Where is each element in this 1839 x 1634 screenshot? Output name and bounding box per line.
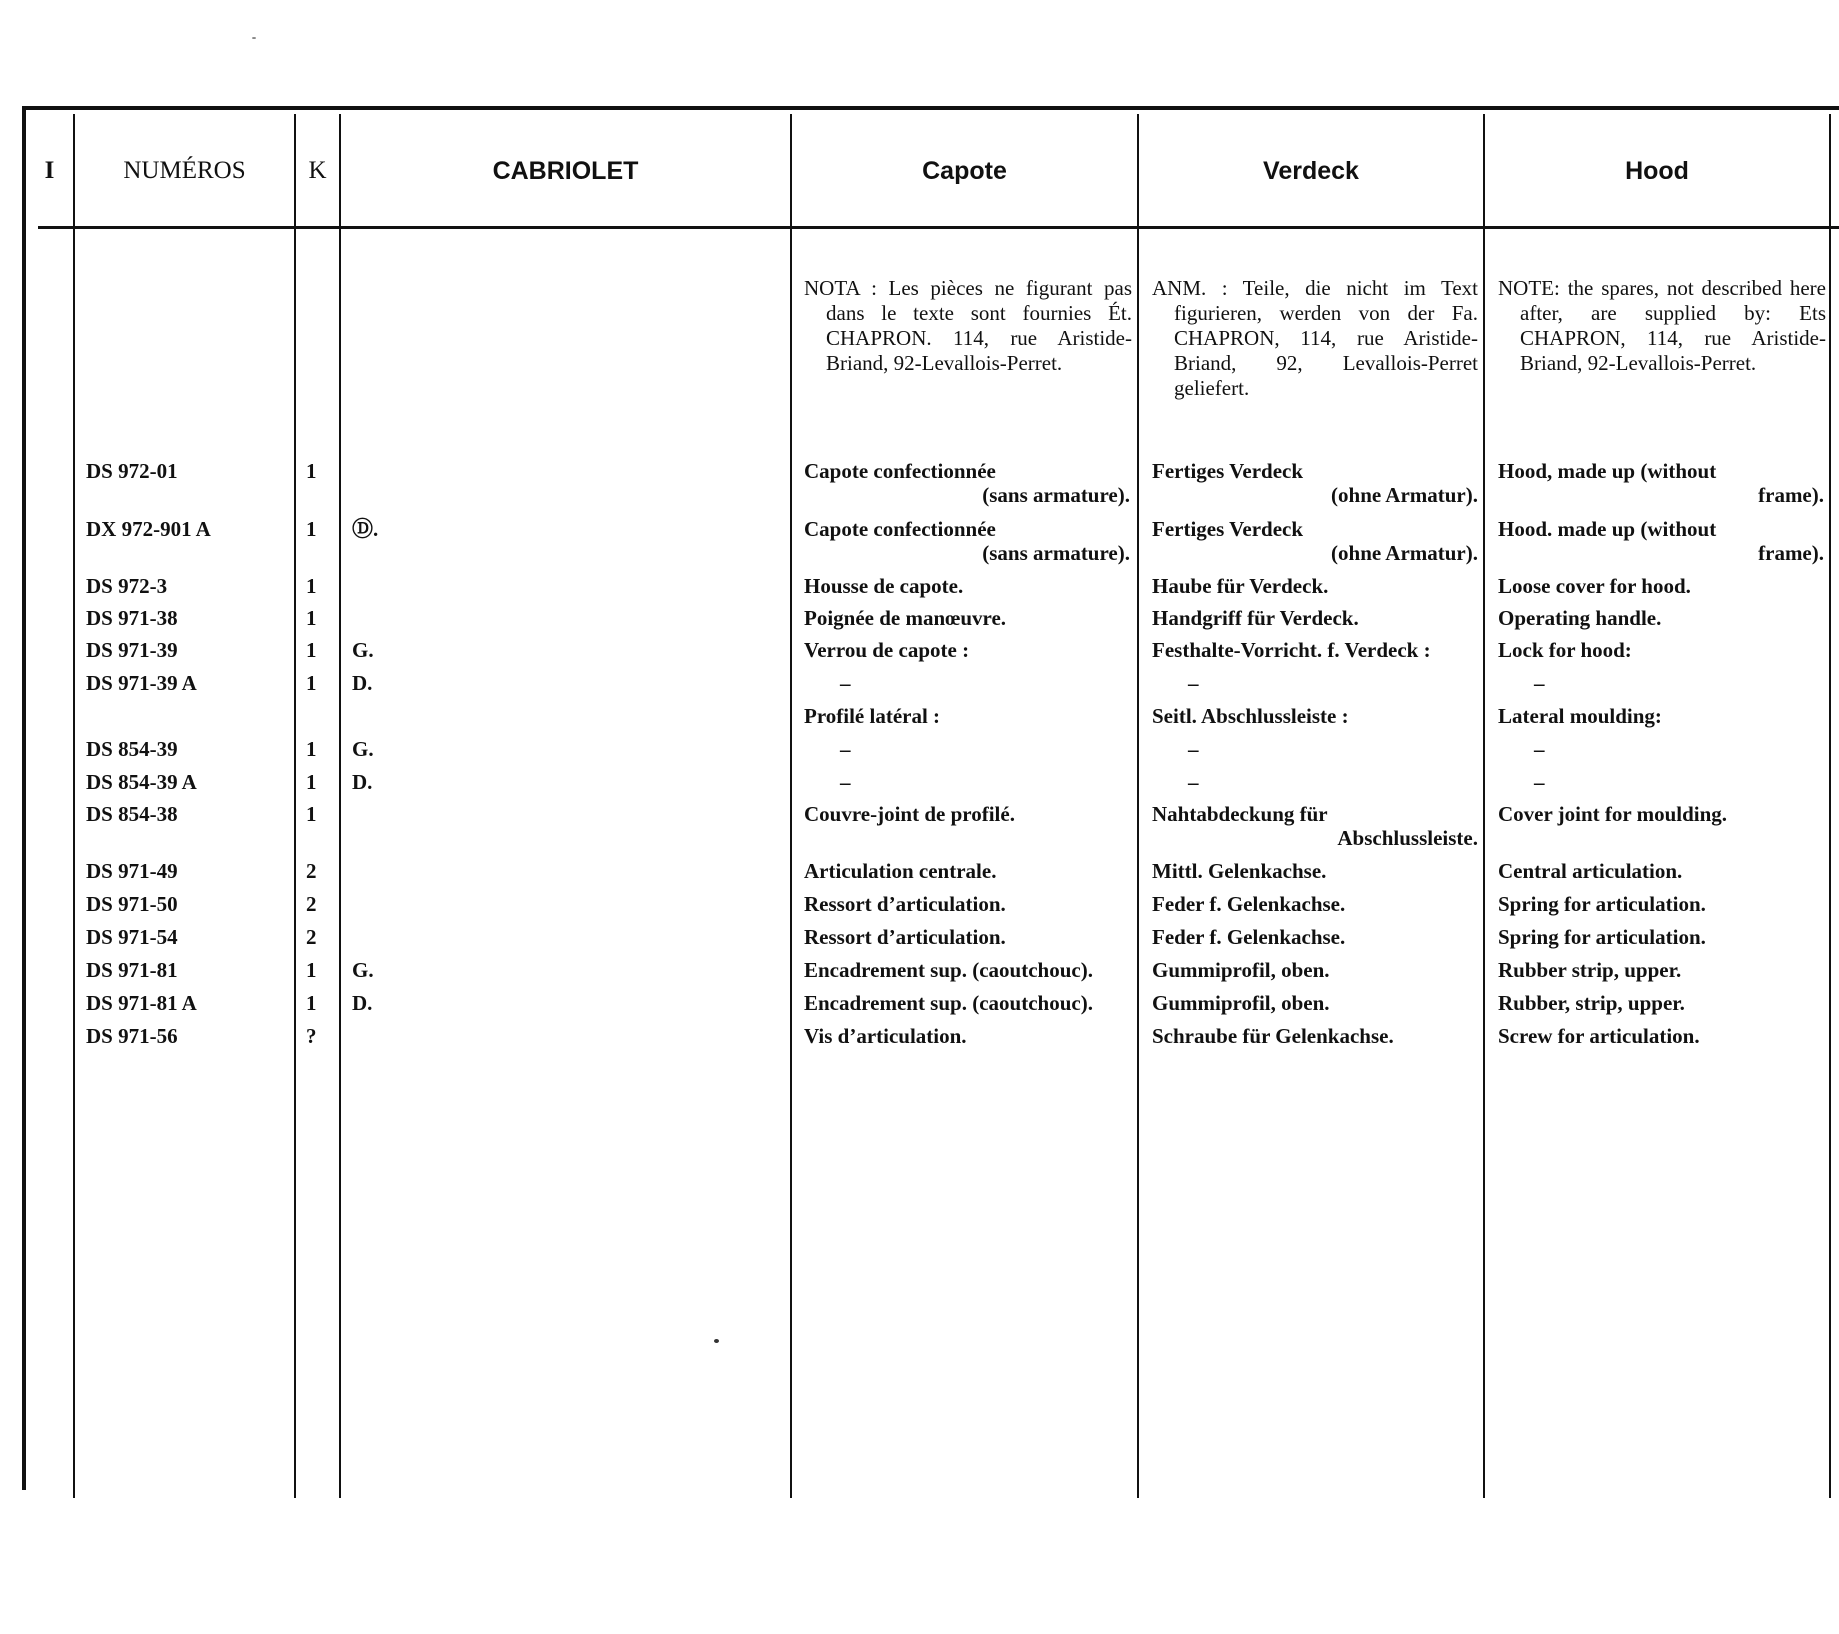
quantity — [306, 574, 336, 598]
description-de — [1152, 671, 1478, 695]
left-border — [22, 106, 26, 1490]
description-de — [1152, 859, 1478, 883]
side-flag-text: G. — [352, 958, 374, 982]
quantity — [306, 859, 336, 883]
header-hood: Hood — [1625, 156, 1689, 185]
part-number-text: DS 971-81 — [86, 958, 178, 982]
description-en-continuation: frame). — [1758, 541, 1824, 565]
side-flag-text: G. — [352, 638, 374, 662]
side-flag — [352, 671, 432, 695]
description-fr — [804, 859, 1130, 883]
quantity — [306, 991, 336, 1015]
description-fr — [804, 459, 1130, 507]
description-fr-text: Couvre-joint de profilé. — [804, 802, 1015, 826]
description-de-text: Handgriff für Verdeck. — [1152, 606, 1359, 630]
scan-speck — [714, 1339, 719, 1343]
part-number-text: DS 971-39 — [86, 638, 178, 662]
description-en — [1498, 958, 1824, 982]
part-number — [86, 892, 296, 916]
description-de-continuation: (ohne Armatur). — [1331, 541, 1478, 565]
description-en-text: Loose cover for hood. — [1498, 574, 1691, 598]
description-en — [1498, 671, 1824, 695]
quantity — [306, 459, 336, 483]
part-number — [86, 802, 296, 826]
description-de — [1152, 638, 1478, 662]
description-de — [1152, 925, 1478, 949]
part-number — [86, 638, 296, 662]
col-divider-de — [1483, 114, 1485, 1498]
description-fr-text: Verrou de capote : — [804, 638, 970, 662]
part-number — [86, 517, 296, 541]
quantity — [306, 958, 336, 982]
description-en — [1498, 638, 1824, 662]
top-rule — [22, 106, 1839, 110]
description-fr — [804, 925, 1130, 949]
side-flag — [352, 958, 432, 982]
description-de-text: Gummiprofil, oben. — [1152, 991, 1330, 1015]
description-de-continuation: Abschlussleiste. — [1337, 826, 1478, 850]
description-fr-continuation: (sans armature). — [982, 541, 1130, 565]
side-flag — [352, 737, 432, 761]
description-en — [1498, 991, 1824, 1015]
quantity — [306, 606, 336, 630]
description-de — [1152, 704, 1478, 728]
header-numeros: NUMÉROS — [123, 157, 246, 184]
description-de — [1152, 737, 1478, 761]
part-number — [86, 958, 296, 982]
description-fr — [804, 958, 1130, 982]
description-en-text: Screw for articulation. — [1498, 1024, 1700, 1048]
part-number — [86, 737, 296, 761]
quantity-text: 1 — [306, 574, 317, 598]
description-de — [1152, 958, 1478, 982]
description-en — [1498, 802, 1824, 826]
part-number-text: DS 971-38 — [86, 606, 178, 630]
description-fr-text: – — [840, 737, 851, 761]
part-number — [86, 991, 296, 1015]
description-fr-text: Housse de capote. — [804, 574, 964, 598]
quantity — [306, 925, 336, 949]
side-flag-text: D. — [352, 770, 373, 794]
part-number-text: DS 854-39 — [86, 737, 178, 761]
quantity — [306, 638, 336, 662]
side-flag — [352, 638, 432, 662]
description-de-continuation: (ohne Armatur). — [1331, 483, 1478, 507]
description-en — [1498, 1024, 1824, 1048]
part-number — [86, 859, 296, 883]
description-de-text: Feder f. Gelenkachse. — [1152, 892, 1346, 916]
quantity — [306, 671, 336, 695]
part-number-text: DS 854-38 — [86, 802, 178, 826]
header-k: K — [308, 157, 327, 184]
part-number-text: DS 854-39 A — [86, 770, 197, 794]
description-fr — [804, 517, 1130, 565]
description-de-text: Festhalte-Vorricht. f. Verdeck : — [1152, 638, 1431, 662]
part-number-text: DS 972-3 — [86, 574, 168, 598]
quantity — [306, 517, 336, 541]
header-verdeck: Verdeck — [1263, 156, 1359, 185]
scan-speck — [252, 37, 256, 39]
quantity — [306, 802, 336, 826]
side-flag — [352, 991, 432, 1015]
description-de — [1152, 517, 1478, 565]
header-index: I — [44, 157, 55, 184]
description-en — [1498, 859, 1824, 883]
note-fr: NOTA : Les pièces ne figurant pas dans le texte sont fournies Ét. CHAPRON. 114, rue Aristide-Briand, 92-Levallois-Perret. — [804, 276, 1132, 375]
description-en-text: Hood. made up (without — [1498, 517, 1717, 541]
part-number — [86, 606, 296, 630]
description-de — [1152, 770, 1478, 794]
col-divider-cabriolet — [790, 114, 792, 1498]
part-number — [86, 770, 296, 794]
note-en: NOTE: the spares, not described here after, are supplied by: Ets CHAPRON, 114, rue Aristide-Briand, 92-Levallois-Perret. — [1498, 276, 1826, 375]
description-fr — [804, 638, 1130, 662]
description-de-text: Haube für Verdeck. — [1152, 574, 1329, 598]
note-de: ANM. : Teile, die nicht im Text figurieren, werden von der Fa. CHAPRON, 114, rue Aristide-Briand, 92, Levallois-Perret geliefert. — [1152, 276, 1478, 400]
description-fr — [804, 991, 1130, 1015]
quantity-text: 1 — [306, 770, 317, 794]
side-flag-text: G. — [352, 737, 374, 761]
part-number-text: DS 971-49 — [86, 859, 178, 883]
description-de — [1152, 892, 1478, 916]
description-en-text: Rubber strip, upper. — [1498, 958, 1682, 982]
description-en — [1498, 737, 1824, 761]
description-fr — [804, 802, 1130, 826]
description-fr — [804, 671, 1130, 695]
description-fr-text: Capote confectionnée — [804, 517, 996, 541]
description-fr — [804, 1024, 1130, 1048]
description-en — [1498, 704, 1824, 728]
part-number-text: DS 971-81 A — [86, 991, 197, 1015]
description-fr-text: Profilé latéral : — [804, 704, 941, 728]
description-en-text: Rubber, strip, upper. — [1498, 991, 1685, 1015]
part-number-text: DS 971-50 — [86, 892, 178, 916]
description-en-text: Hood, made up (without — [1498, 459, 1717, 483]
side-flag — [352, 517, 432, 541]
description-de-text: Fertiges Verdeck — [1152, 517, 1304, 541]
description-fr-text: – — [840, 770, 851, 794]
description-fr — [804, 606, 1130, 630]
part-number — [86, 1024, 296, 1048]
description-de-text: Schraube für Gelenkachse. — [1152, 1024, 1394, 1048]
col-divider-en — [1829, 114, 1831, 1498]
description-en-text: Lateral moulding: — [1498, 704, 1662, 728]
description-en — [1498, 925, 1824, 949]
description-fr-text: Ressort d’articulation. — [804, 892, 1006, 916]
description-en — [1498, 459, 1824, 507]
part-number-text: DS 972-01 — [86, 459, 178, 483]
description-de-text: Gummiprofil, oben. — [1152, 958, 1330, 982]
description-fr-text: Articulation centrale. — [804, 859, 997, 883]
description-fr-text: – — [840, 671, 851, 695]
quantity-text: 1 — [306, 991, 317, 1015]
description-en-text: – — [1534, 770, 1545, 794]
quantity-text: 1 — [306, 671, 317, 695]
description-fr-text: Poignée de manœuvre. — [804, 606, 1007, 630]
description-en — [1498, 606, 1824, 630]
description-en-text: Cover joint for moulding. — [1498, 802, 1728, 826]
description-de-text: Fertiges Verdeck — [1152, 459, 1304, 483]
description-de-text: Feder f. Gelenkachse. — [1152, 925, 1346, 949]
description-de — [1152, 1024, 1478, 1048]
part-number-text: DS 971-39 A — [86, 671, 197, 695]
description-fr — [804, 704, 1130, 728]
part-number — [86, 459, 296, 483]
quantity — [306, 770, 336, 794]
side-flag-text: D. — [352, 991, 373, 1015]
description-fr-text: Encadrement sup. (caoutchouc). — [804, 958, 1093, 982]
quantity-text: 1 — [306, 638, 317, 662]
part-number-text: DS 971-56 — [86, 1024, 178, 1048]
description-de — [1152, 459, 1478, 507]
part-number — [86, 574, 296, 598]
description-en-text: Spring for articulation. — [1498, 925, 1706, 949]
quantity-text: ? — [306, 1024, 317, 1048]
description-fr-text: Capote confectionnée — [804, 459, 996, 483]
description-de-text: – — [1188, 737, 1199, 761]
description-de-text: – — [1188, 770, 1199, 794]
quantity-text: 1 — [306, 737, 317, 761]
quantity — [306, 737, 336, 761]
side-flag — [352, 770, 432, 794]
description-fr-text: Ressort d’articulation. — [804, 925, 1006, 949]
side-flag-text: D. — [352, 671, 373, 695]
quantity-text: 2 — [306, 859, 317, 883]
part-number — [86, 925, 296, 949]
description-de-text: Seitl. Abschlussleiste : — [1152, 704, 1349, 728]
description-de-text: Nahtabdeckung für — [1152, 802, 1328, 826]
quantity-text: 1 — [306, 606, 317, 630]
description-fr — [804, 770, 1130, 794]
description-de — [1152, 991, 1478, 1015]
quantity-text: 1 — [306, 459, 317, 483]
quantity — [306, 892, 336, 916]
header-capote: Capote — [922, 156, 1007, 185]
description-en-text: – — [1534, 737, 1545, 761]
description-en — [1498, 770, 1824, 794]
description-de-text: Mittl. Gelenkachse. — [1152, 859, 1327, 883]
description-fr-text: Vis d’articulation. — [804, 1024, 967, 1048]
side-flag-text: Ⓓ. — [352, 517, 379, 541]
description-en-text: Spring for articulation. — [1498, 892, 1706, 916]
description-de — [1152, 574, 1478, 598]
col-divider-index — [73, 114, 75, 1498]
col-divider-k — [339, 114, 341, 1498]
description-fr — [804, 574, 1130, 598]
description-en — [1498, 574, 1824, 598]
col-divider-fr — [1137, 114, 1139, 1498]
quantity — [306, 1024, 336, 1048]
description-en — [1498, 892, 1824, 916]
quantity-text: 1 — [306, 517, 317, 541]
description-en-text: Central articulation. — [1498, 859, 1683, 883]
description-en-text: Lock for hood: — [1498, 638, 1632, 662]
description-de-text: – — [1188, 671, 1199, 695]
quantity-text: 2 — [306, 892, 317, 916]
description-de — [1152, 606, 1478, 630]
description-fr — [804, 892, 1130, 916]
quantity-text: 2 — [306, 925, 317, 949]
part-number-text: DX 972-901 A — [86, 517, 211, 541]
description-fr-continuation: (sans armature). — [982, 483, 1130, 507]
description-en-continuation: frame). — [1758, 483, 1824, 507]
part-number-text: DS 971-54 — [86, 925, 178, 949]
description-en — [1498, 517, 1824, 565]
description-fr — [804, 737, 1130, 761]
header-cabriolet: CABRIOLET — [492, 156, 639, 185]
quantity-text: 1 — [306, 958, 317, 982]
quantity-text: 1 — [306, 802, 317, 826]
description-en-text: – — [1534, 671, 1545, 695]
description-de — [1152, 802, 1478, 850]
description-en-text: Operating handle. — [1498, 606, 1662, 630]
part-number — [86, 671, 296, 695]
description-fr-text: Encadrement sup. (caoutchouc). — [804, 991, 1093, 1015]
